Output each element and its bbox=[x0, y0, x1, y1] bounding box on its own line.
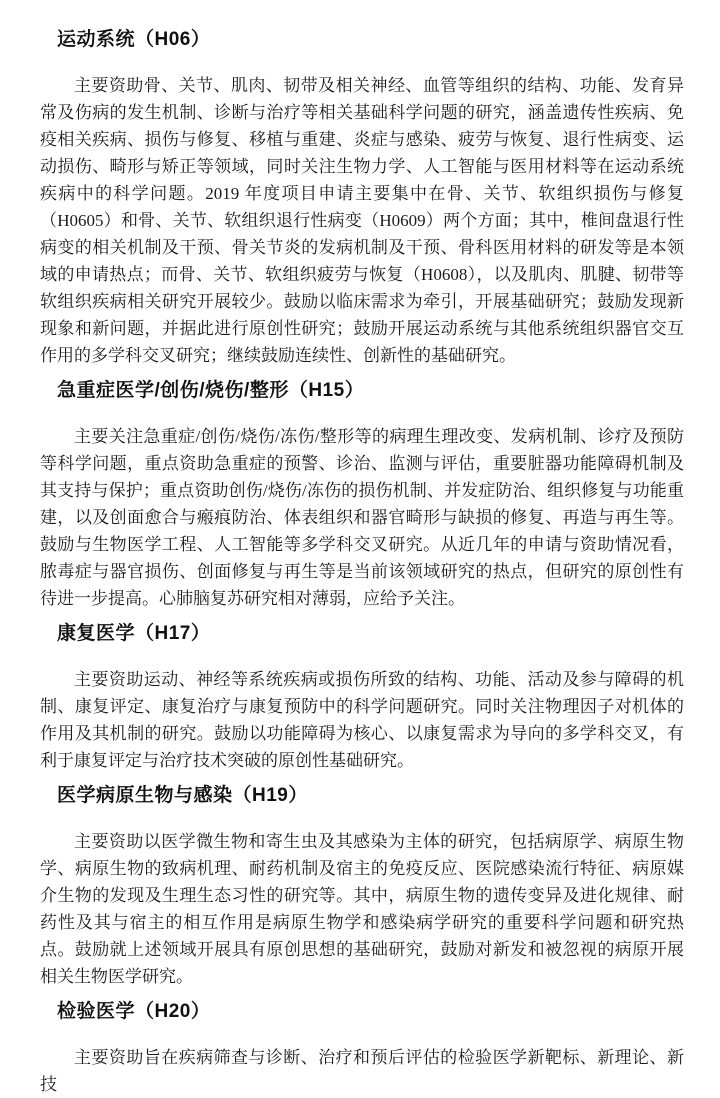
document-body bbox=[40, 26, 684, 1098]
section-heading-h06: 运动系统（H06） bbox=[57, 29, 211, 50]
section-paragraph-h17: 主要资助运动、神经等系统疾病或损伤所致的结构、功能、活动及参与障碍的机制、康复评定、康复治疗与康复预防中的科学问题研究。同时关注物理因子对机体的作用及其机制的研究。鼓励以功能障碍为核心、以康复需求为导向的多学科交叉，有利于康复评定与治疗技术突破的原创性基础研究。 bbox=[40, 670, 684, 770]
section-h06 bbox=[40, 26, 684, 369]
section-h20 bbox=[40, 998, 684, 1098]
section-h15 bbox=[40, 377, 684, 612]
section-paragraph-h15: 主要关注急重症/创伤/烧伤/冻伤/整形等的病理生理改变、发病机制、诊疗及预防等科学问题，重点资助急重症的预警、诊治、监测与评估，重要脏器功能障碍机制及其支持与保护；重点资助创伤/烧伤/冻伤的损伤机制、并发症防治、组织修复与功能重建，以及创面愈合与瘢痕防治、体表组织和器官畸形与缺损的修复、再造与再生等。鼓励与生物医学工程、人工智能等多学科交叉研究。从近几年的申请与资助情况看，脓毒症与器官损伤、创面修复与再生等是当前该领域研究的热点，但研究的原创性有待进一步提高。心肺脑复苏研究相对薄弱，应给予关注。 bbox=[40, 427, 684, 608]
section-paragraph-h19: 主要资助以医学微生物和寄生虫及其感染为主体的研究，包括病原学、病原生物学、病原生物的致病机理、耐药机制及宿主的免疫反应、医院感染流行特征、病原媒介生物的发现及生理生态习性的研究等。其中，病原生物的遗传变异及进化规律、耐药性及其与宿主的相互作用是病原生物学和感染病学研究的重要科学问题和研究热点。鼓励就上述领域开展具有原创思想的基础研究，鼓励对新发和被忽视的病原开展相关生物医学研究。 bbox=[40, 832, 684, 986]
section-paragraph-h06: 主要资助骨、关节、肌肉、韧带及相关神经、血管等组织的结构、功能、发育异常及伤病的发生机制、诊断与治疗等相关基础科学问题的研究，涵盖遗传性疾病、免疫相关疾病、损伤与修复、移植与重建、炎症与感染、疲劳与恢复、退行性病变、运动损伤、畸形与矫正等领域，同时关注生物力学、人工智能与医用材料等在运动系统疾病中的科学问题。2019 年度项目申请主要集中在骨、关节、软组织损伤与修复（H0605）和骨、关节、软组织退行性病变（H0609）两个方面；其中，椎间盘退行性病变的相关机制及干预、骨关节炎的发病机制及干预、骨科医用材料的研发等是本领域的申请热点；而骨、关节、软组织疲劳与恢复（H0608），以及肌肉、肌腱、韧带等软组织疾病相关研究开展较少。鼓励以临床需求为牵引，开展基础研究；鼓励发现新现象和新问题，并据此进行原创性研究；鼓励开展运动系统与其他系统组织器官交互作用的多学科交叉研究；继续鼓励连续性、创新性的基础研究。 bbox=[40, 76, 684, 365]
section-heading-h15: 急重症医学/创伤/烧伤/整形（H15） bbox=[57, 380, 365, 401]
section-heading-h20: 检验医学（H20） bbox=[57, 1001, 211, 1022]
section-paragraph-h20: 主要资助旨在疾病筛查与诊断、治疗和预后评估的检验医学新靶标、新理论、新技 bbox=[40, 1048, 684, 1094]
section-heading-h17: 康复医学（H17） bbox=[57, 623, 211, 644]
section-h17 bbox=[40, 620, 684, 774]
section-heading-h19: 医学病原生物与感染（H19） bbox=[57, 785, 308, 806]
section-h19 bbox=[40, 782, 684, 990]
